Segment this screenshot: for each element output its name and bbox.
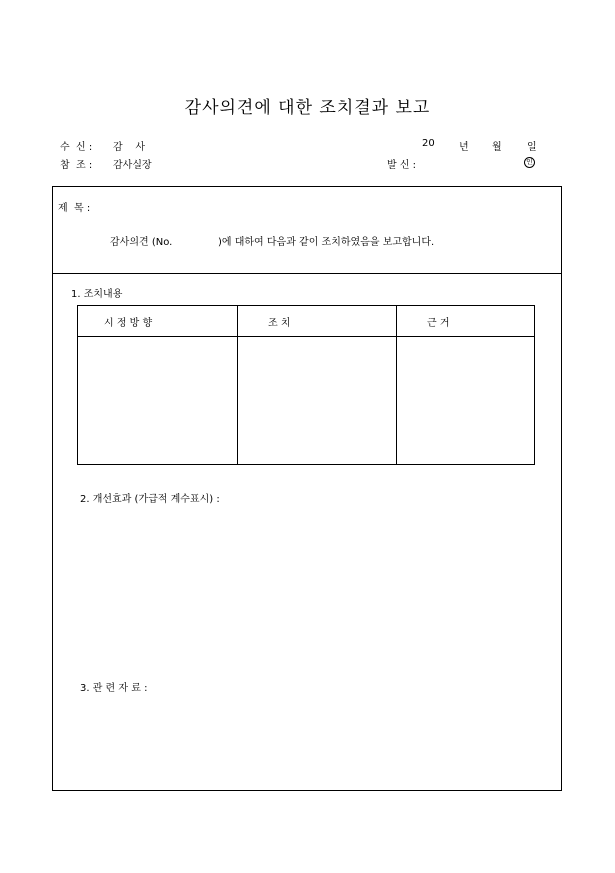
- improvement-section-title: 2. 개선효과 (가급적 계수표시) :: [80, 494, 220, 505]
- date-year-unit: 년: [459, 142, 469, 153]
- column-header-correction-direction: 시 정 방 향: [104, 318, 153, 329]
- reference-value: 감사실장: [113, 160, 152, 171]
- seal-icon: 인: [524, 156, 535, 168]
- related-materials-title: 3. 관 련 자 료 :: [80, 683, 148, 694]
- subject-body-prefix: 감사의견 (No.: [110, 237, 173, 248]
- document-title: 감사의견에 대한 조치결과 보고: [184, 98, 431, 118]
- reference-label: 참 조 :: [60, 160, 93, 171]
- column-divider: [237, 306, 238, 464]
- subject-divider: [52, 273, 562, 274]
- action-section-title: 1. 조치내용: [71, 289, 123, 300]
- column-divider: [396, 306, 397, 464]
- action-table: [77, 305, 535, 465]
- report-frame: [52, 186, 562, 791]
- date-day-unit: 일: [527, 142, 537, 153]
- sender-label: 발 신 :: [387, 160, 417, 171]
- column-header-action: 조 치: [268, 318, 291, 329]
- recipient-value: 감 사: [113, 142, 146, 153]
- recipient-label: 수 신 :: [60, 142, 93, 153]
- date-year: 20: [422, 138, 435, 149]
- subject-label: 제 목 :: [58, 203, 91, 214]
- column-header-basis: 근 거: [427, 318, 450, 329]
- subject-body-suffix: )에 대하여 다음과 같이 조치하였음을 보고합니다.: [218, 237, 435, 248]
- date-month-unit: 월: [492, 142, 502, 153]
